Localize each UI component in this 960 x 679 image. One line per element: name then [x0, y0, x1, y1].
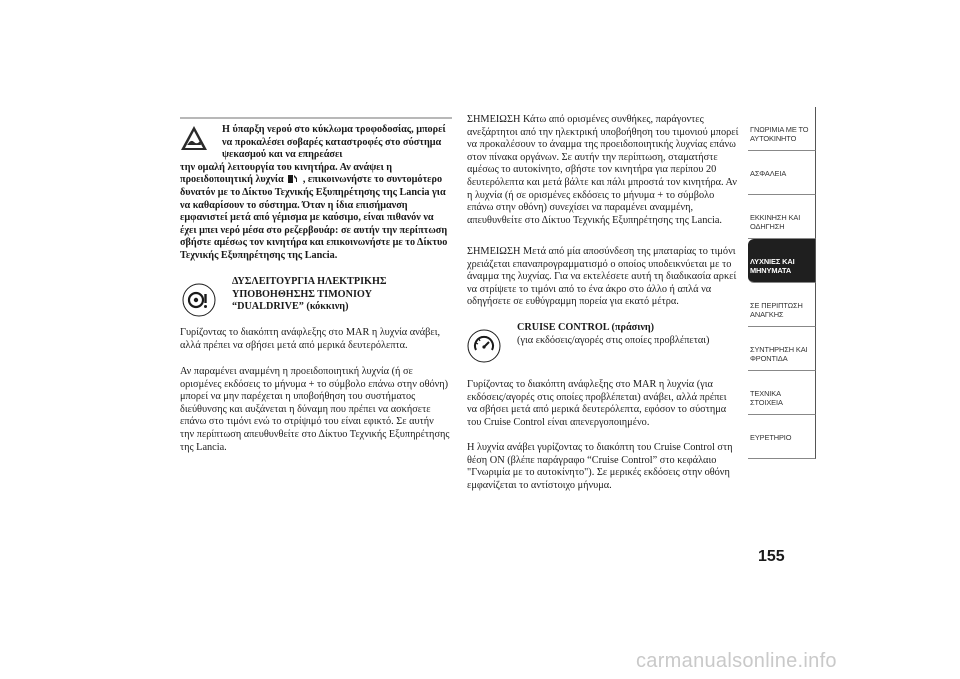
- note-1: ΣΗΜΕΙΩΣΗ Κάτω από ορισμένες συνθήκες, παράγοντες ανεξάρτητοι από την ηλεκτρική υποβοήθηση του τιμονιού μπορεί να προκαλέσουν το άναμμα της προειδοποιητικής λυχνίας επάνω στον πίνακα οργάνων. Σε αυτήν την περίπτωση, σταματήστε αμέσως το αυτοκίνητο, σβήστε τον κινητήρα για περίπου 20 δευτερόλεπτα και μετά βάλτε και πάλι μπροστά τον κινητήρα. Αν η λυχνία (ή σε ορισμένες εκδόσεις το μήνυμα + το σύμβολο επάνω στην οθόνη) συνεχίσει να παραμένει αναμμένη, απευθυνθείτε στο Δίκτυο Τεχνικής Εξυπηρέτησης της Lancia.: [467, 114, 739, 226]
- warning-text-before-icon: την ομαλή λειτουργία του κινητήρα. Αν ανάψει η προειδοποιητική λυχνία: [180, 161, 393, 186]
- warning-divider: [180, 117, 452, 119]
- power-steering-fault-icon: [182, 283, 216, 317]
- sidebar-tab-maintenance[interactable]: ΣΥΝΤΗΡΗΣΗ ΚΑΙ ΦΡΟΝΤΙΔΑ: [748, 327, 816, 371]
- cruise-para-1: Γυρίζοντας το διακόπτη ανάφλεξης στο MAR η λυχνία (για εκδόσεις/αγορές στις οποίες προβλέπεται) ανάβει, αλλά πρέπει να σβήσει μετά από μερικά δευτερόλεπτα, εφόσον το σύστημα του Cruise Control είναι απενεργοποιημένο.: [467, 379, 727, 428]
- cruise-para-2: Η λυχνία ανάβει γυρίζοντας το διακόπτη του Cruise Control στη θέση ON (βλέπε παράγραφο “Cruise Control” στο κεφάλαιο "Γνωριμία με το αυτοκίνητο"). Σε μερικές εκδόσεις στην οθόνη εμφανίζεται το αντίστοιχο μήνυμα.: [467, 442, 733, 491]
- sidebar-tab-starting-driving[interactable]: ΕΚΚΙΝΗΣΗ ΚΑΙ ΟΔΗΓΗΣΗ: [748, 195, 816, 239]
- sidebar-tab-emergency[interactable]: ΣΕ ΠΕΡΙΠΤΩΣΗ ΑΝΑΓΚΗΣ: [748, 283, 816, 327]
- sidebar-tab-index[interactable]: ΕΥΡΕΤΗΡΙΟ: [748, 415, 816, 459]
- warning-text: [180, 124, 452, 263]
- note-2: ΣΗΜΕΙΩΣΗ Μετά από μία αποσύνδεση της μπαταρίας το τιμόνι χρειάζεται επαναπρογραμματισμό ο οποίος υποδεικνύεται με το άναμμα της λυχνίας. Για να εκτελέσετε αυτή τη διαδικασία αρκεί να στρίψετε το τιμόνι από το ένα άκρο στο άλλο ή απλά να οδηγήσετε σε ευθύγραμμη πορεία για εκατό μέτρα.: [467, 246, 737, 308]
- cruise-heading: CRUISE CONTROL (πράσινη): [517, 322, 655, 333]
- cruise-control-icon: [467, 329, 501, 363]
- dualdrive-para-1: Γυρίζοντας το διακόπτη ανάφλεξης στο MAR η λυχνία ανάβει, αλλά πρέπει να σβήσει μετά από μερικά δευτερόλεπτα.: [180, 327, 441, 351]
- sidebar-tab-warning-lights[interactable]: ΛΥΧΝΙΕΣ ΚΑΙ ΜΗΝΥΜΑΤΑ: [748, 239, 816, 283]
- dualdrive-para-2: Αν παραμένει αναμμένη η προειδοποιητική λυχνία (ή σε ορισμένες εκδόσεις το μήνυμα + το σύμβολο επάνω στην οθόνη) μπορεί να μην παρέχεται η υποβοήθηση του συστήματος διεύθυνσης και αυξάνεται η δύναμη που πρέπει να ασκήσετε επάνω στο τιμόνι ενώ το στρίψιμό του είναι εφικτό. Σε αυτήν την περίπτωση απευθυνθείτε στο Δίκτυο Τεχνικής Εξυπηρέτησης της Lancia.: [180, 366, 450, 453]
- water-in-fuel-icon: [288, 174, 298, 183]
- warning-text-after-icon: , επικοινωνήστε το συντομότερο δυνατόν με το Δίκτυο Τεχνικής Εξυπηρέτησης της Lancia για να καθαρίσουν το σύστημα. Όταν η ίδια επισήμανση εμφανιστεί μετά από γέμισμα με καύσιμο, είναι πιθανόν να έχει μπει νερό μέσα στο ρεζερβουάρ: σε αυτήν την περίπτωση σβήστε αμέσως τον κινητήρα και επικοινωνήστε με το Δίκτυο Τεχνικής Εξυπηρέτησης της Lancia.: [180, 174, 448, 261]
- watermark: carmanualsonline.info: [636, 650, 837, 672]
- sidebar-tab-safety[interactable]: ΑΣΦΑΛΕΙΑ: [748, 151, 816, 195]
- cruise-subheading: (για εκδόσεις/αγορές στις οποίες προβλέπεται): [517, 335, 710, 346]
- page-number: 155: [758, 548, 785, 565]
- sidebar-tab-technical-data[interactable]: ΤΕΧΝΙΚΑ ΣΤΟΙΧΕΙΑ: [748, 371, 816, 415]
- sidebar-tab-getting-to-know[interactable]: ΓΝΩΡΙΜΙΑ ΜΕ ΤΟ ΑΥΤΟΚΙΝΗΤΟ: [748, 107, 816, 151]
- dualdrive-heading: ΔΥΣΛΕΙΤΟΥΡΓΙΑ ΗΛΕΚΤΡΙΚΗΣ ΥΠΟΒΟΗΘΗΣΗΣ ΤΙΜΟΝΙΟΥ “DUALDRIVE” (κόκκινη): [232, 276, 387, 312]
- warning-first-lines: Η ύπαρξη νερού στο κύκλωμα τροφοδοσίας, μπορεί να προκαλέσει σοβαρές καταστροφές στο σύστημα ψεκασμού και να επηρεάσει: [222, 124, 446, 161]
